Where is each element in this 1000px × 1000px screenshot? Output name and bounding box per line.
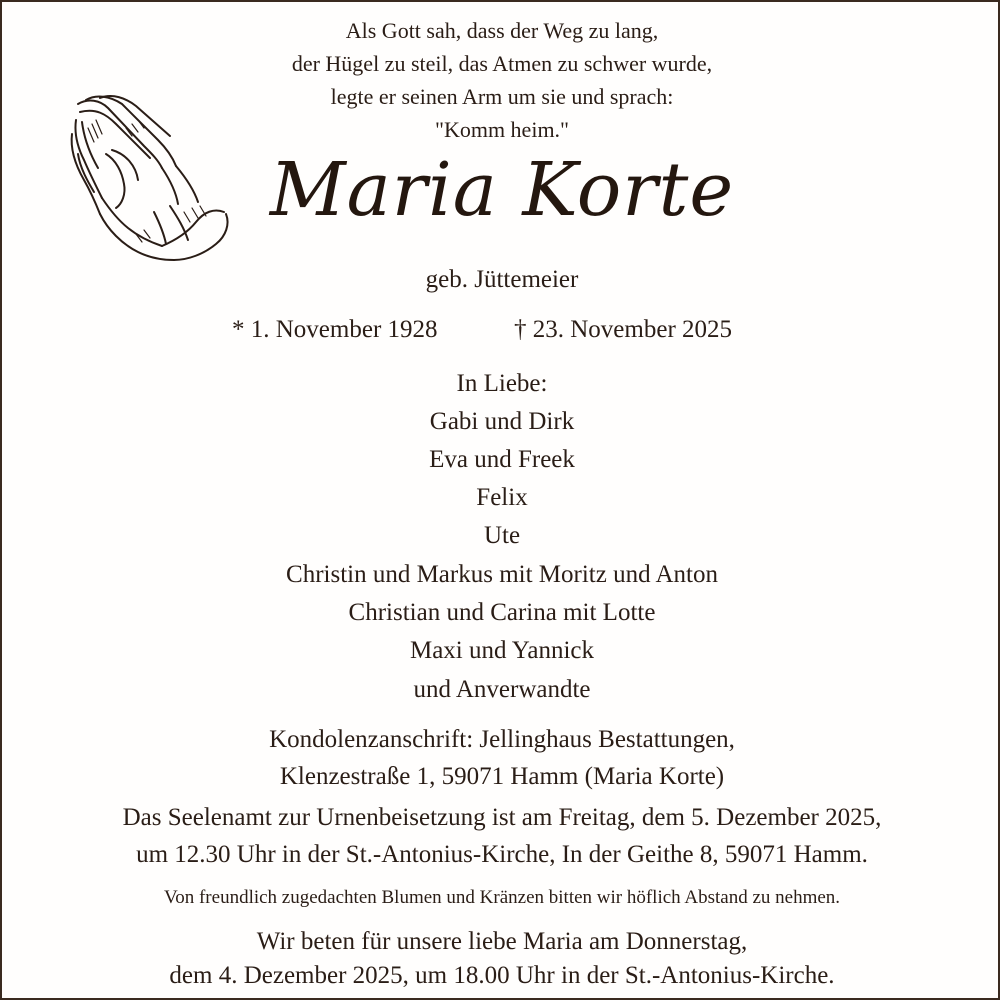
mourner-line: und Anverwandte xyxy=(413,676,591,703)
poem-line-1: Als Gott sah, dass der Weg zu lang, xyxy=(345,18,659,43)
poem-line-3: legte er seinen Arm um sie und sprach: xyxy=(330,84,674,109)
mourner-line: Felix xyxy=(476,484,528,511)
mourner-line: Ute xyxy=(483,522,521,549)
prayer-info-line-2: dem 4. Dezember 2025, um 18.00 Uhr in der St.-Antonius-Kirche. xyxy=(169,962,835,989)
mourner-line: Gabi und Dirk xyxy=(429,408,575,435)
condolence-address-line-2: Klenzestraße 1, 59071 Hamm (Maria Korte) xyxy=(279,763,725,790)
poem-line-4: "Komm heim." xyxy=(434,117,570,142)
death-date: † 23. November 2025 xyxy=(514,316,733,343)
service-info-line-1: Das Seelenamt zur Urnenbeisetzung ist am Freitag, dem 5. Dezember 2025, xyxy=(122,804,882,831)
mourner-line: Eva und Freek xyxy=(429,446,575,473)
mourner-line: Christin und Markus mit Moritz und Anton xyxy=(286,561,718,588)
deceased-name: Maria Korte xyxy=(269,147,735,233)
birth-name: geb. Jüttemeier xyxy=(425,266,579,293)
condolence-address-line-1: Kondolenzanschrift: Jellinghaus Bestattungen, xyxy=(269,726,735,753)
mourners-heading: In Liebe: xyxy=(456,370,548,397)
mourner-line: Maxi und Yannick xyxy=(409,637,595,664)
mourner-line: Christian und Carina mit Lotte xyxy=(348,599,656,626)
birth-date: * 1. November 1928 xyxy=(232,316,438,343)
prayer-info-line-1: Wir beten für unsere liebe Maria am Donnerstag, xyxy=(256,928,748,955)
flowers-note: Von freundlich zugedachten Blumen und Kränzen bitten wir höflich Abstand zu nehmen. xyxy=(163,887,841,908)
poem-line-2: der Hügel zu steil, das Atmen zu schwer wurde, xyxy=(291,51,713,76)
service-info-line-2: um 12.30 Uhr in der St.-Antonius-Kirche, In der Geithe 8, 59071 Hamm. xyxy=(136,841,868,868)
